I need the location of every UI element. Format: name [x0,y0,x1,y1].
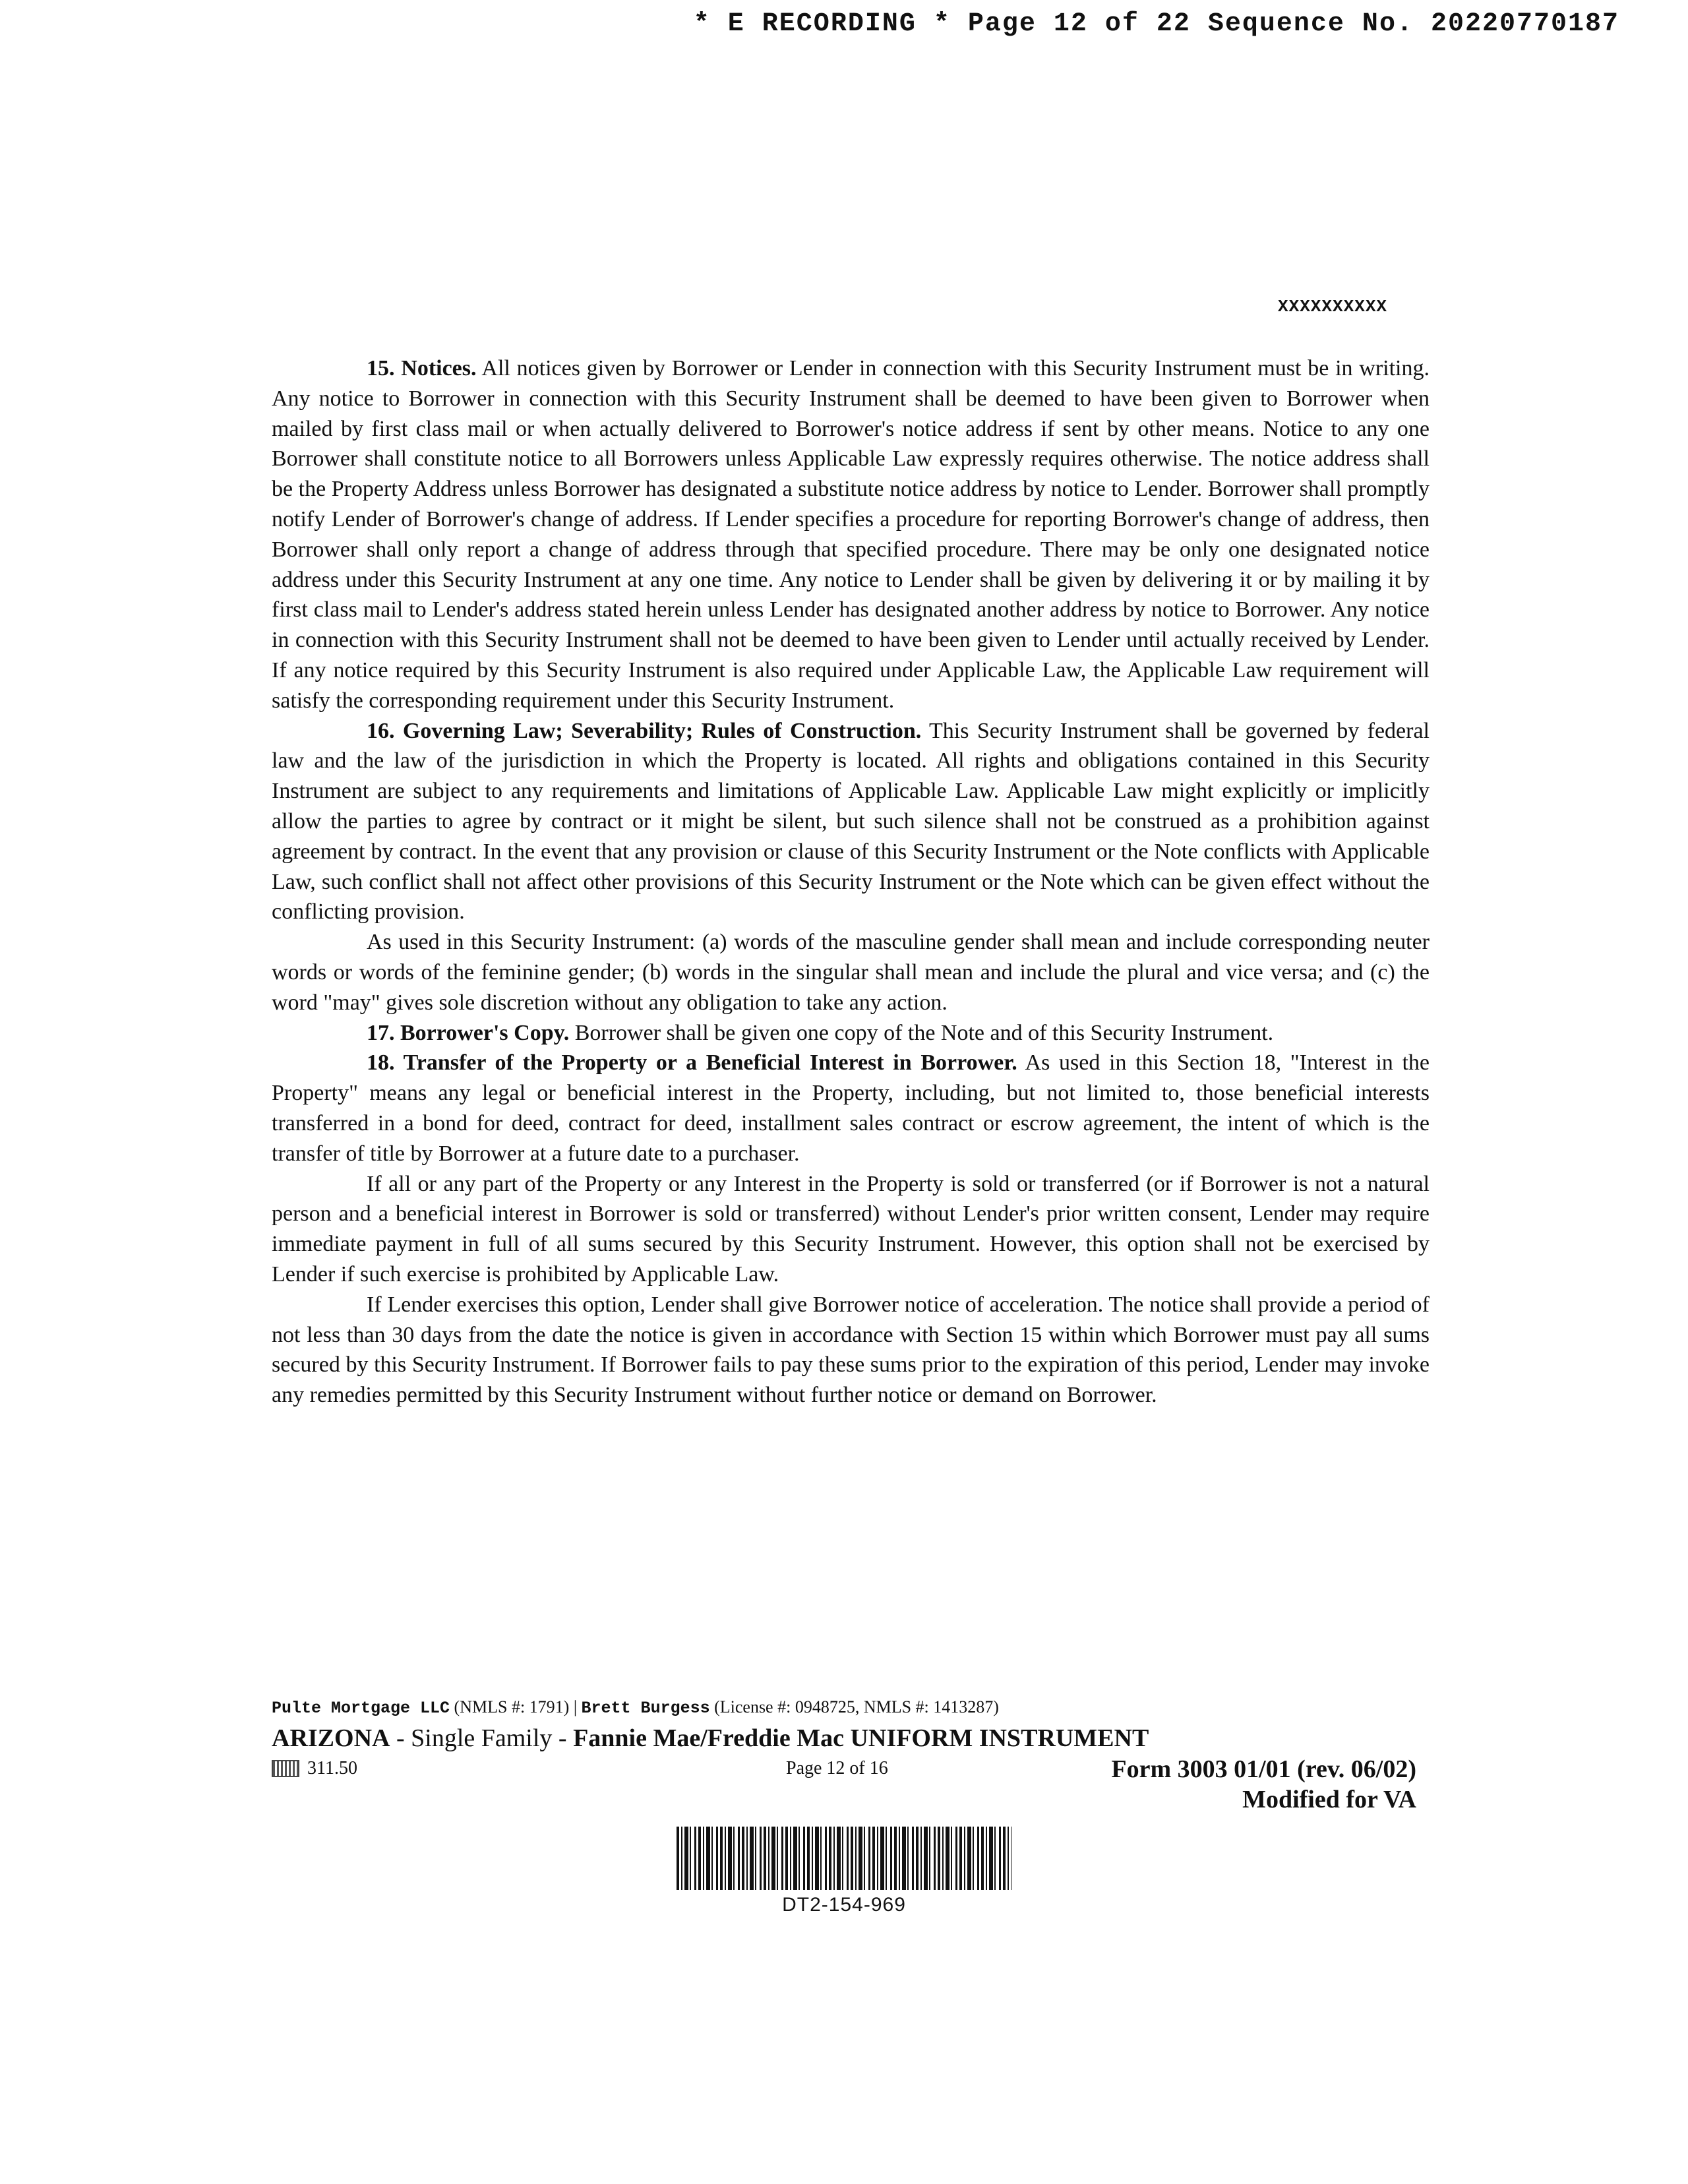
originator-name: Brett Burgess [581,1699,710,1718]
section-17-heading: 17. Borrower's Copy. [367,1020,570,1045]
footer-state-line [272,1724,1149,1753]
instrument-name: Fannie Mae/Freddie Mac UNIFORM INSTRUMENT [573,1724,1149,1752]
section-18-text: As used in this Section 18, "Interest in the Property" means any legal or beneficial interest in the Property, including, but not limited to, those beneficial interests transferred in a bond for deed, contract for deed, installment sales contract or escrow agreement, the intent of which is the transfer of title by Borrower at a future date to a purchaser. [272,1050,1430,1166]
section-16-heading: 16. Governing Law; Severability; Rules of Construction. [367,718,922,743]
state-name: ARIZONA [272,1724,390,1752]
section-16-para2: As used in this Security Instrument: (a) words of the masculine gender shall mean and include corresponding neuter words or words of the feminine gender; (b) words in the singular shall mean and include the plural and vice versa; and (c) the word "may" gives sole discretion without any obligation to take any action. [272,930,1430,1015]
section-15 [272,353,1430,716]
loan-number: XXXXXXXXXX [1278,297,1388,317]
recording-header: * E RECORDING * Page 12 of 22 Sequence No. 20220770187 [693,9,1619,39]
section-17 [272,1018,1430,1048]
lender-name: Pulte Mortgage LLC [272,1699,450,1718]
barcode-text: DT2-154-969 [782,1894,906,1916]
section-16-text: This Security Instrument shall be governed by federal law and the law of the jurisdiction in which the Property is located. All rights and obligations contained in this Security Instrument are subject to any requirements and limitations of Applicable Law. Applicable Law might explicitly or implicitly allow the parties to agree by contract or it might be silent, but such silence shall not be construed as a prohibition against agreement by contract. In the event that any provision or clause of this Security Instrument or the Note conflicts with Applicable Law, such conflict shall not affect other provisions of this Security Instrument or the Note which can be given effect without the conflicting provision. [272,718,1430,925]
section-18-heading: 18. Transfer of the Property or a Beneficial Interest in Borrower. [367,1050,1017,1076]
footer-form-info [1111,1754,1416,1815]
section-15-heading: 15. Notices. [367,356,477,380]
lender-nmls: (NMLS #: 1791) [454,1697,570,1716]
form-code: 311.50 [307,1758,357,1778]
section-17-text: Borrower shall be given one copy of the Note and of this Security Instrument. [569,1020,1274,1045]
form-vendor-icon [272,1760,299,1777]
section-18 [272,1048,1430,1168]
originator-license: (License #: 0948725, NMLS #: 1413287) [714,1697,999,1716]
footer-code [272,1758,357,1779]
section-18-para3: If Lender exercises this option, Lender shall give Borrower notice of acceleration. The notice shall provide a period of not less than 30 days from the date the notice is given in accordance with Section 15 within which Borrower must pay all sums secured by this Security Instrument. If Borrower fails to pay these sums prior to the expiration of this period, Lender may invoke any remedies permitted by this Security Instrument without further notice or demand on Borrower. [272,1292,1430,1408]
section-18-para2: If all or any part of the Property or any Interest in the Property is sold or transferred (or if Borrower is not a natural person and a beneficial interest in Borrower is sold or transferred) without Lender's prior written consent, Lender may require immediate payment in full of all sums secured by this Security Instrument. However, this option shall not be exercised by Lender if such exercise is prohibited by Applicable Law. [272,1171,1430,1287]
form-number: Form 3003 01/01 (rev. 06/02) [1111,1755,1416,1783]
state-rest: - Single Family - [390,1724,574,1752]
broker-separator: | [573,1697,578,1716]
barcode-icon [677,1827,1011,1890]
section-16 [272,716,1430,928]
form-modified: Modified for VA [1242,1786,1416,1813]
footer-broker-line [272,1697,999,1718]
section-15-text: All notices given by Borrower or Lender in connection with this Security Instrument must be in writing. Any notice to Borrower in connection with this Security Instrument shall be deemed to have been given to Borrower when mailed by first class mail or when actually delivered to Borrower's notice address if sent by other means. Notice to any one Borrower shall constitute notice to all Borrowers unless Applicable Law expressly requires otherwise. The notice address shall be the Property Address unless Borrower has designated a substitute notice address by notice to Lender. Borrower shall promptly notify Lender of Borrower's change of address. If Lender specifies a procedure for reporting Borrower's change of address, then Borrower shall only report a change of address through that specified procedure. There may be only one designated notice address under this Security Instrument at any one time. Any notice to Lender shall be given by delivering it or by mailing it by first class mail to Lender's address stated herein unless Lender has designated another address by notice to Borrower. Any notice in connection with this Security Instrument shall not be deemed to have been given to Lender until actually received by Lender. If any notice required by this Security Instrument is also required under Applicable Law, the Applicable Law requirement will satisfy the corresponding requirement under this Security Instrument. [272,356,1430,713]
footer-page-number: Page 12 of 16 [786,1758,888,1778]
document-body [272,353,1430,1410]
barcode [677,1827,1011,1916]
